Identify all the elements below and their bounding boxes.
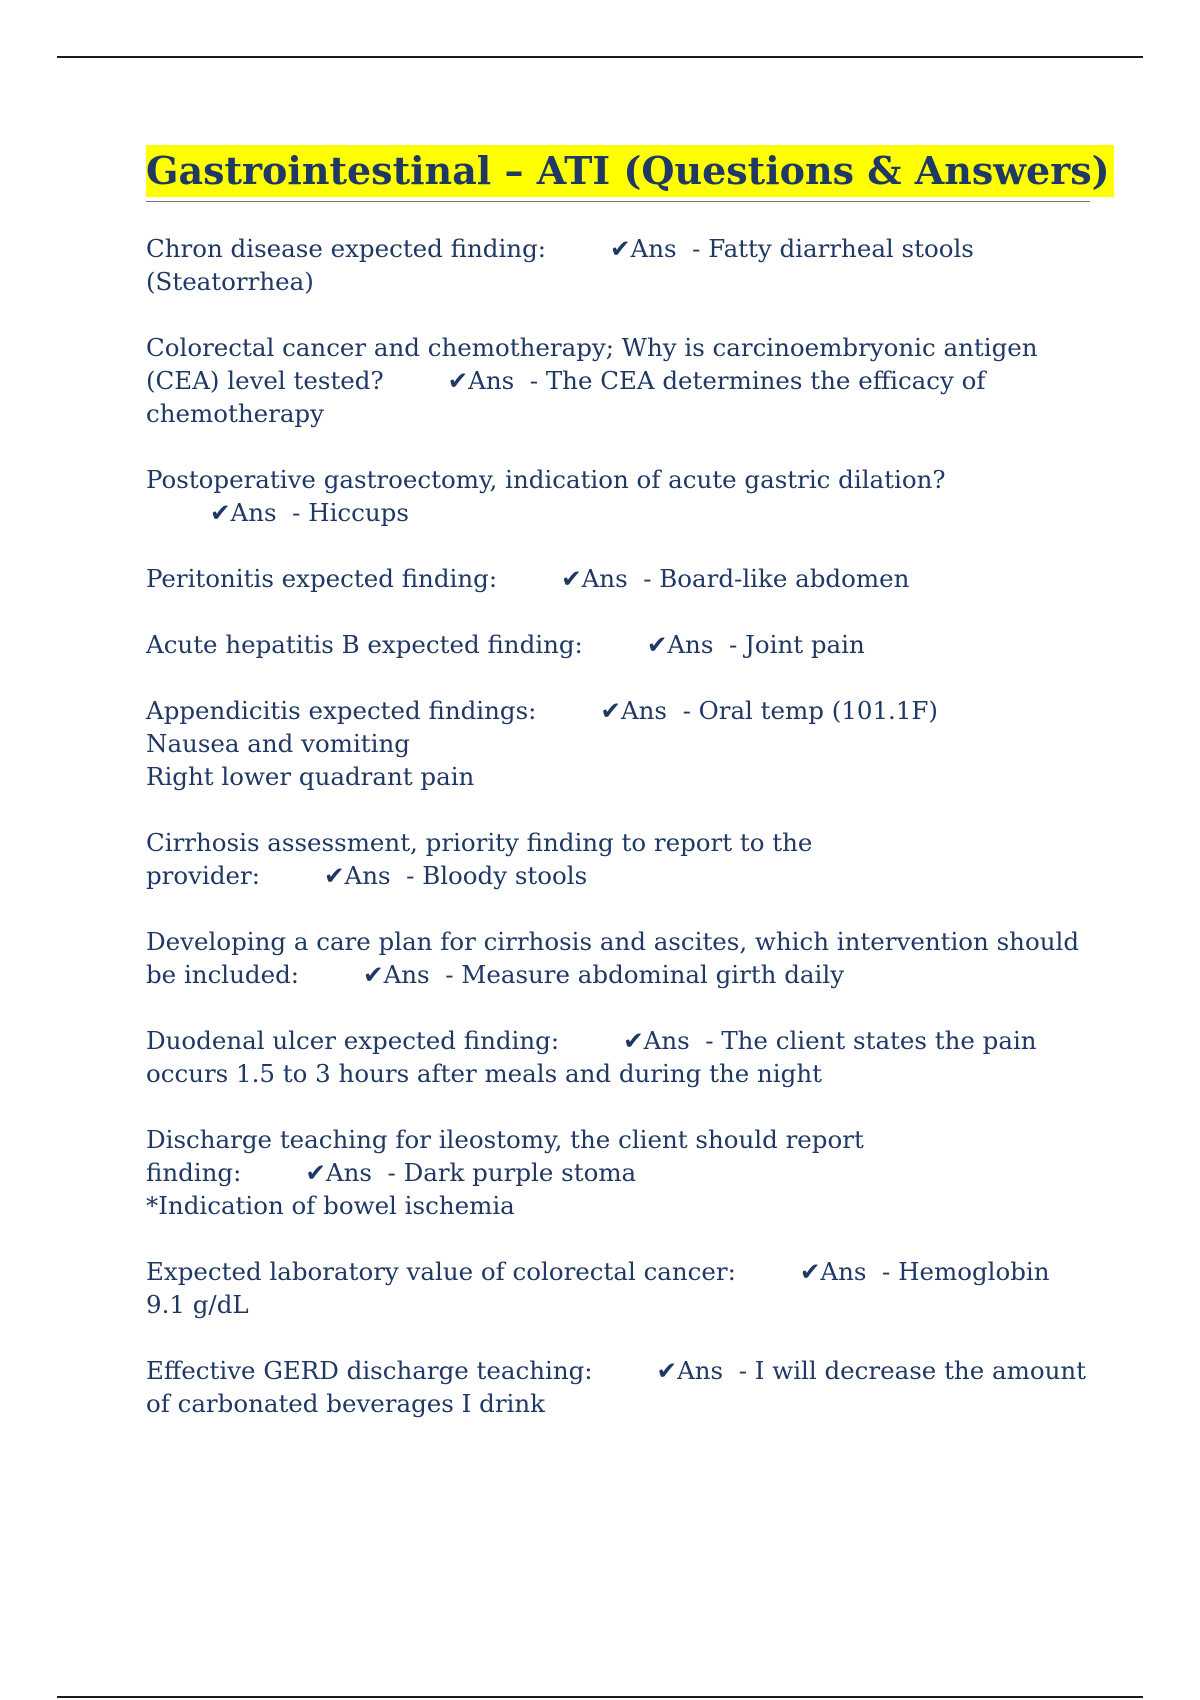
answer-text: Hiccups — [308, 498, 409, 527]
answer-marker: ✔Ans - — [623, 1026, 722, 1055]
qa-item — [146, 463, 1090, 529]
answer-text: Bloody stools — [422, 861, 588, 890]
bottom-rule — [57, 1696, 1143, 1698]
qa-item — [146, 562, 1090, 595]
qa-item — [146, 1123, 1090, 1222]
answer-marker: ✔Ans - — [305, 1158, 404, 1187]
answer-text: The client states the pain occurs 1.5 to 3 hours after meals and during the night — [146, 1026, 1037, 1088]
answer-text: Board-like abdomen — [659, 564, 910, 593]
question-text: Acute hepatitis B expected finding: — [146, 630, 583, 659]
qa-item — [146, 1255, 1090, 1321]
answer-text: Fatty diarrheal stools (Steatorrhea) — [146, 234, 974, 296]
question-text: Postoperative gastroectomy, indication of acute gastric dilation? — [146, 465, 946, 494]
qa-item — [146, 232, 1090, 298]
document-body — [146, 145, 1110, 1453]
question-text: Peritonitis expected finding: — [146, 564, 498, 593]
question-text: Developing a care plan for cirrhosis and ascites, which intervention should be included: — [146, 927, 1079, 989]
answer-text: Measure abdominal girth daily — [461, 960, 845, 989]
answer-text: Oral temp (101.1F) — [698, 696, 938, 725]
answer-marker: ✔Ans - — [561, 564, 660, 593]
question-text: Effective GERD discharge teaching: — [146, 1356, 593, 1385]
answer-marker: ✔Ans - — [447, 366, 546, 395]
answer-text: The CEA determines the efficacy of chemotherapy — [146, 366, 986, 428]
qa-item — [146, 331, 1090, 430]
answer-extra-line: *Indication of bowel ischemia — [146, 1191, 515, 1220]
question-text: Duodenal ulcer expected finding: — [146, 1026, 560, 1055]
answer-text: Dark purple stoma — [403, 1158, 637, 1187]
question-text: Expected laboratory value of colorectal cancer: — [146, 1257, 736, 1286]
answer-marker: ✔Ans - — [210, 498, 309, 527]
qa-item — [146, 1354, 1090, 1420]
answer-marker: ✔Ans - — [656, 1356, 755, 1385]
top-rule — [57, 56, 1143, 58]
answer-marker: ✔Ans - — [323, 861, 423, 890]
question-text: Cirrhosis assessment, priority finding to report to the provider: — [146, 828, 813, 890]
question-text: Colorectal cancer and chemotherapy; Why is carcinoembryonic antigen (CEA) level tested? — [146, 333, 1038, 395]
answer-text: Joint pain — [745, 630, 865, 659]
qa-item — [146, 628, 1090, 661]
question-text: Chron disease expected finding: — [146, 234, 547, 263]
qa-list — [146, 232, 1090, 1420]
answer-marker: ✔Ans - — [646, 630, 746, 659]
answer-marker: ✔Ans - — [610, 234, 709, 263]
answer-extra-line: Right lower quadrant pain — [146, 762, 475, 791]
answer-marker: ✔Ans - — [600, 696, 699, 725]
qa-item — [146, 1024, 1090, 1090]
answer-text: I will decrease the amount of carbonated beverages I drink — [146, 1356, 1086, 1418]
answer-extra-line: Nausea and vomiting — [146, 729, 410, 758]
question-text: Appendicitis expected findings: — [146, 696, 537, 725]
qa-item — [146, 925, 1090, 991]
answer-marker: ✔Ans - — [363, 960, 462, 989]
title-block — [146, 145, 1110, 202]
question-text: Discharge teaching for ileostomy, the client should report finding: — [146, 1125, 864, 1187]
qa-item — [146, 694, 1090, 793]
qa-item — [146, 826, 1090, 892]
answer-text: Hemoglobin 9.1 g/dL — [146, 1257, 1050, 1319]
page-title: Gastrointestinal – ATI (Questions & Answers) — [146, 145, 1114, 197]
answer-marker: ✔Ans - — [799, 1257, 899, 1286]
